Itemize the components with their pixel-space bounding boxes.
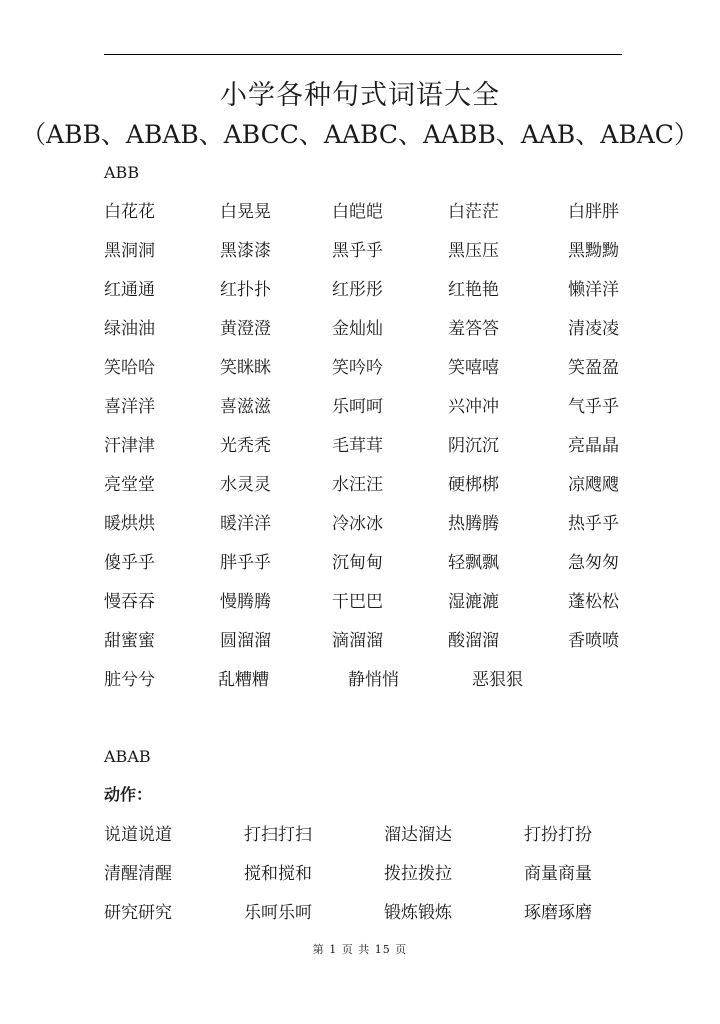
abb-word: 轻飘飘 (448, 553, 499, 573)
abb-word: 硬梆梆 (448, 475, 499, 495)
page-subtitle: （ABB、ABAB、ABCC、AABC、AABB、AAB、ABAC） (21, 120, 699, 149)
abb-row (104, 589, 644, 615)
page-footer: 第 1 页 共 15 页 (312, 943, 408, 956)
abab-word: 搅和搅和 (244, 864, 312, 884)
abb-word: 亮晶晶 (568, 436, 619, 456)
abb-word: 笑吟吟 (332, 358, 383, 378)
abb-row (104, 355, 644, 381)
abab-word: 琢磨琢磨 (524, 903, 592, 923)
abb-word: 水汪汪 (332, 475, 383, 495)
abab-word: 清醒清醒 (104, 864, 172, 884)
abb-word: 汗津津 (104, 436, 155, 456)
abb-word: 香喷喷 (568, 631, 619, 651)
abb-word: 脏兮兮 (104, 670, 155, 690)
abb-word: 笑哈哈 (104, 358, 155, 378)
abb-word: 蓬松松 (568, 592, 619, 612)
abb-word: 凉飕飕 (568, 475, 619, 495)
abab-word: 研究研究 (104, 903, 172, 923)
abb-word: 热腾腾 (448, 514, 499, 534)
abb-word: 亮堂堂 (104, 475, 155, 495)
abb-word: 白晃晃 (220, 202, 271, 222)
abab-word: 打扫打扫 (244, 825, 312, 845)
abb-word: 乐呵呵 (332, 397, 383, 417)
abb-word: 红通通 (104, 280, 155, 300)
abb-word: 气乎乎 (568, 397, 619, 417)
abab-row (104, 861, 644, 887)
abb-row (104, 199, 644, 225)
abb-word: 甜蜜蜜 (104, 631, 155, 651)
abb-row (104, 433, 644, 459)
abb-word: 金灿灿 (332, 319, 383, 339)
abb-word: 光秃秃 (220, 436, 271, 456)
abab-word: 溜达溜达 (384, 825, 452, 845)
abb-word: 白皑皑 (332, 202, 383, 222)
abb-word: 黄澄澄 (220, 319, 271, 339)
abb-word: 羞答答 (448, 319, 499, 339)
abb-row (104, 550, 644, 576)
abb-section-heading: ABB (104, 163, 140, 182)
abab-word: 打扮打扮 (524, 825, 592, 845)
abb-word: 笑嘻嘻 (448, 358, 499, 378)
abb-word: 黑乎乎 (332, 241, 383, 261)
abb-word: 笑眯眯 (220, 358, 271, 378)
abb-word: 红彤彤 (332, 280, 383, 300)
abb-word: 傻乎乎 (104, 553, 155, 573)
abb-word: 阴沉沉 (448, 436, 499, 456)
abb-row (104, 277, 644, 303)
abb-word: 沉甸甸 (332, 553, 383, 573)
abab-word: 商量商量 (524, 864, 592, 884)
abb-word: 红扑扑 (220, 280, 271, 300)
abb-word: 黑黝黝 (568, 241, 619, 261)
abb-word: 喜滋滋 (220, 397, 271, 417)
abb-word: 兴冲冲 (448, 397, 499, 417)
abb-word: 白胖胖 (568, 202, 619, 222)
abb-word: 慢吞吞 (104, 592, 155, 612)
abb-word: 胖乎乎 (220, 553, 271, 573)
abb-row (104, 628, 644, 654)
page-title: 小学各种句式词语大全 (220, 80, 500, 111)
header-rule (104, 54, 622, 55)
abb-word: 黑漆漆 (220, 241, 271, 261)
abb-word: 恶狠狠 (472, 670, 523, 690)
abb-word: 懒洋洋 (568, 280, 619, 300)
abb-word: 黑洞洞 (104, 241, 155, 261)
abb-row (104, 667, 644, 693)
abb-row (104, 316, 644, 342)
abb-word: 清凌凌 (568, 319, 619, 339)
abab-word: 拨拉拨拉 (384, 864, 452, 884)
abb-word: 水灵灵 (220, 475, 271, 495)
abab-row (104, 822, 644, 848)
abb-word: 湿漉漉 (448, 592, 499, 612)
abb-word: 干巴巴 (332, 592, 383, 612)
abb-word: 圆溜溜 (220, 631, 271, 651)
action-subheading: 动作： (104, 785, 153, 804)
abb-word: 热乎乎 (568, 514, 619, 534)
abb-row (104, 394, 644, 420)
abb-word: 红艳艳 (448, 280, 499, 300)
abb-word: 绿油油 (104, 319, 155, 339)
abb-word: 滴溜溜 (332, 631, 383, 651)
abb-word: 乱糟糟 (218, 670, 269, 690)
abb-word: 慢腾腾 (220, 592, 271, 612)
abb-word: 笑盈盈 (568, 358, 619, 378)
abb-word: 酸溜溜 (448, 631, 499, 651)
abb-word: 喜洋洋 (104, 397, 155, 417)
abb-word: 静悄悄 (348, 670, 399, 690)
abab-section-heading: ABAB (104, 747, 151, 766)
abb-word: 白花花 (104, 202, 155, 222)
abb-word: 急匆匆 (568, 553, 619, 573)
abb-word: 冷冰冰 (332, 514, 383, 534)
abb-word: 暖洋洋 (220, 514, 271, 534)
abab-row (104, 900, 644, 926)
abab-word: 说道说道 (104, 825, 172, 845)
abab-word: 乐呵乐呵 (244, 903, 312, 923)
abb-word: 黑压压 (448, 241, 499, 261)
abb-word: 暖烘烘 (104, 514, 155, 534)
abb-word: 毛茸茸 (332, 436, 383, 456)
abab-word: 锻炼锻炼 (384, 903, 452, 923)
abb-row (104, 472, 644, 498)
abb-row (104, 511, 644, 537)
abb-row (104, 238, 644, 264)
abb-word: 白茫茫 (448, 202, 499, 222)
